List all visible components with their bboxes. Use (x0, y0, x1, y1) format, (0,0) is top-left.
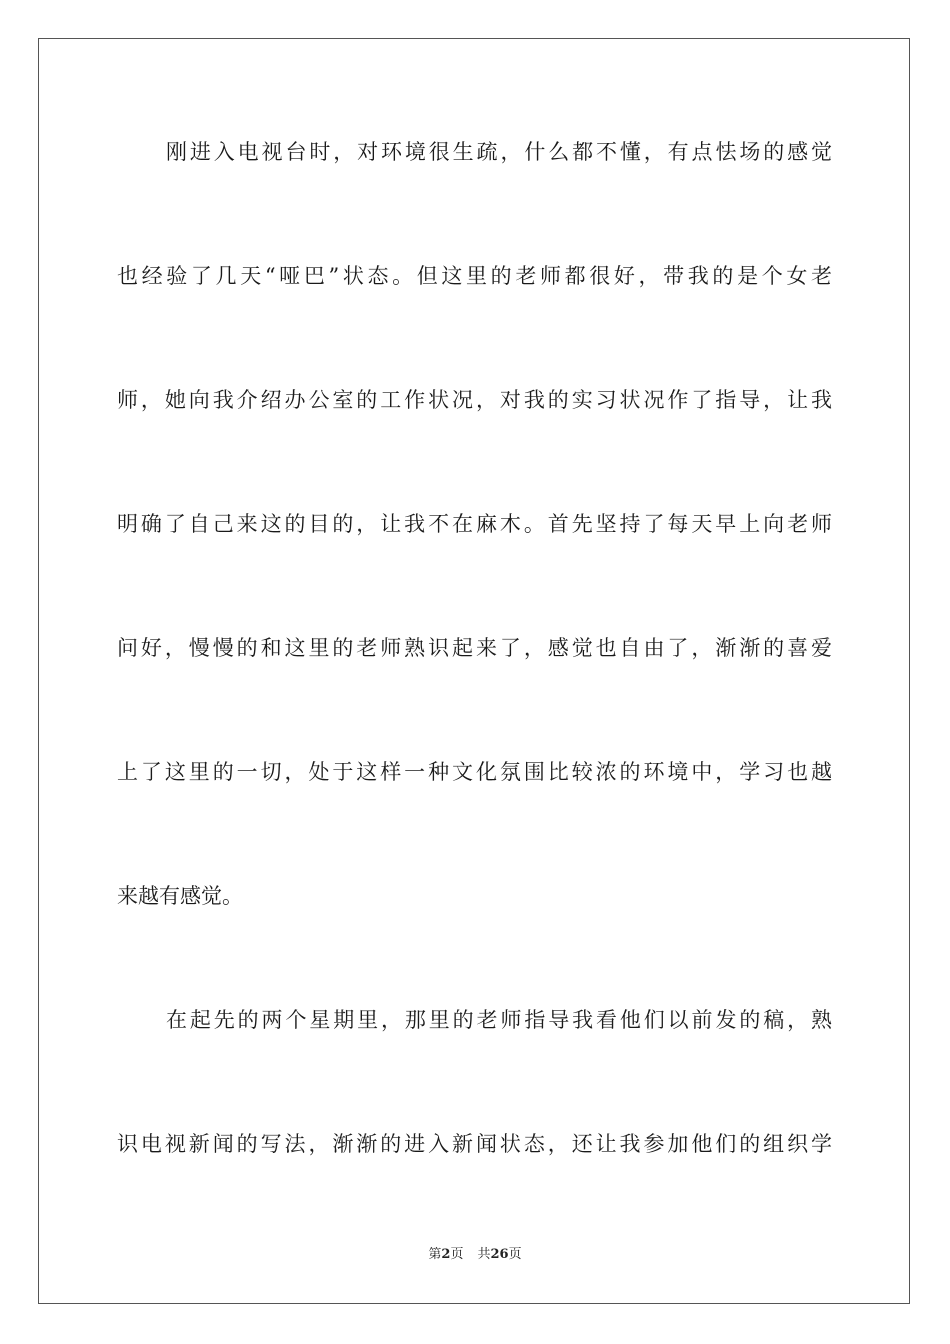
paragraph-2-line-1: 在起先的两个星期里，那里的老师指导我看他们以前发的稿，熟 (166, 1008, 832, 1032)
paragraph-1-line-1: 刚进入电视台时，对环境很生疏，什么都不懂，有点怯场的感觉 (166, 140, 832, 164)
paragraph-1-line-4: 明确了自己来这的目的，让我不在麻木。首先坚持了每天早上向老师 (117, 512, 832, 536)
footer-page-suffix: 页 (450, 1247, 464, 1262)
footer-total-suffix: 页 (508, 1247, 522, 1262)
paragraph-1-line-2: 也经验了几天“哑巴”状态。但这里的老师都很好，带我的是个女老 (117, 264, 832, 288)
footer-total-pages: 26 (490, 1247, 509, 1262)
paragraph-1-line-7: 来越有感觉。 (117, 884, 243, 908)
footer-page-prefix: 第 (428, 1247, 442, 1262)
page-border (38, 38, 910, 1304)
paragraph-1-line-6: 上了这里的一切，处于这样一种文化氛围比较浓的环境中，学习也越 (117, 760, 832, 784)
paragraph-1-line-3: 师，她向我介绍办公室的工作状况，对我的实习状况作了指导，让我 (117, 388, 832, 412)
page-footer (0, 1246, 950, 1264)
footer-total-prefix: 共 (477, 1247, 491, 1262)
paragraph-1-line-5: 问好，慢慢的和这里的老师熟识起来了，感觉也自由了，渐渐的喜爱 (117, 636, 832, 660)
footer-page-number: 2 (441, 1247, 451, 1262)
paragraph-2-line-2: 识电视新闻的写法，渐渐的进入新闻状态，还让我参加他们的组织学 (117, 1132, 832, 1156)
